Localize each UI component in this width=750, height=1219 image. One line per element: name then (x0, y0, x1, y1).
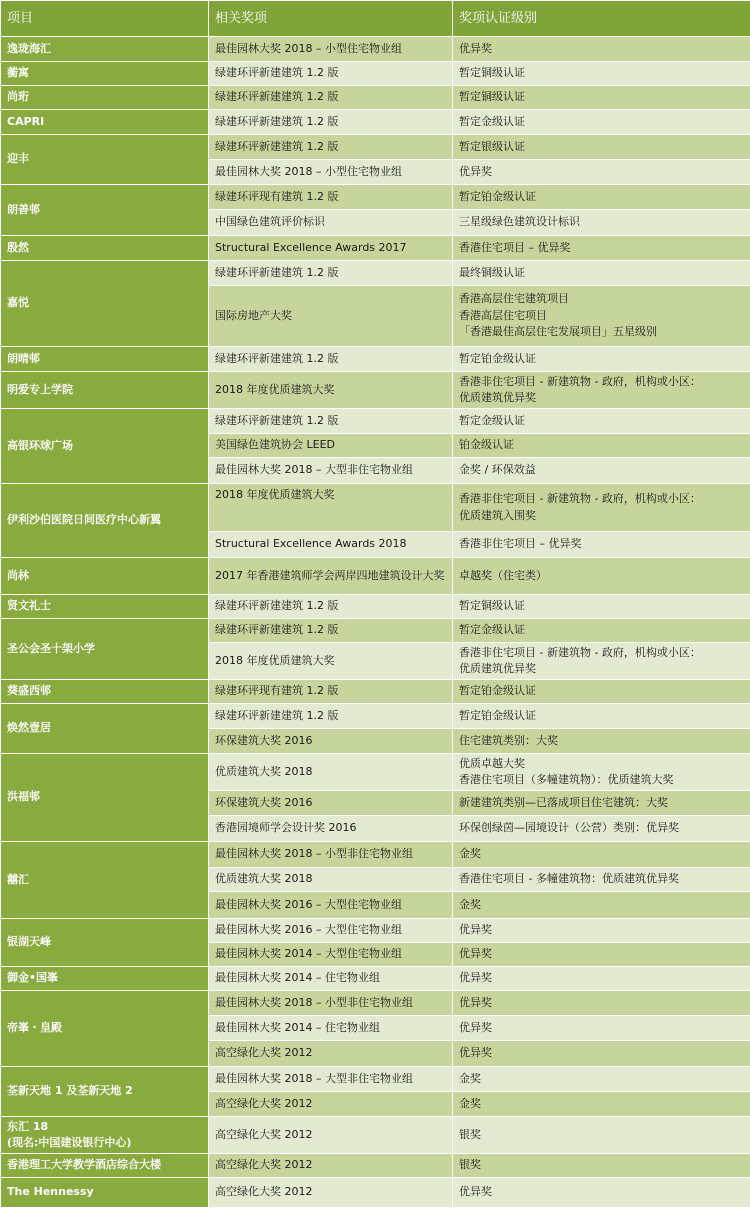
project-name: The Hennessy (1, 1178, 209, 1208)
project-name: 御金•国峯 (1, 967, 209, 991)
award-name: Structural Excellence Awards 2017 (209, 236, 453, 261)
table-body (1, 37, 750, 1208)
award-level: 暂定铂金级认证 (453, 347, 750, 372)
header-award: 相关奖项 (209, 1, 453, 37)
award-level: 优质卓越大奖 香港住宅项目（多幢建筑物）：优质建筑大奖 (453, 754, 750, 791)
award-name: 高空绿化大奖 2012 (209, 1092, 453, 1117)
award-name: 环保建筑大奖 2016 (209, 729, 453, 754)
project-name: 贤文礼士 (1, 595, 209, 619)
project-name: 银湖天峰 (1, 919, 209, 967)
table-row (1, 754, 750, 791)
project-name: 明爱专上学院 (1, 372, 209, 409)
project-name: 迎丰 (1, 135, 209, 185)
table-row (1, 37, 750, 62)
award-name: 最佳园林大奖 2018 – 小型住宅物业组 (209, 160, 453, 185)
award-name: 高空绿化大奖 2012 (209, 1178, 453, 1208)
award-name: 绿建环评新建建筑 1.2 版 (209, 595, 453, 619)
table-row (1, 595, 750, 619)
table-row (1, 1154, 750, 1178)
award-level: 优异奖 (453, 37, 750, 62)
table-row (1, 236, 750, 261)
award-name: Structural Excellence Awards 2018 (209, 532, 453, 558)
award-level: 暂定银级认证 (453, 135, 750, 160)
award-name: 绿建环评新建建筑 1.2 版 (209, 110, 453, 135)
award-level: 三星级绿色建筑设计标识 (453, 210, 750, 236)
award-level: 香港住宅项目 - 多幢建筑物：优质建筑优异奖 (453, 868, 750, 892)
award-level: 金奖 (453, 1092, 750, 1117)
award-level: 优异奖 (453, 919, 750, 943)
award-level: 香港高层住宅建筑项目 香港高层住宅项目 「香港最佳高层住宅发展项目」五星级别 (453, 286, 750, 347)
award-level: 卓越奖（住宅类） (453, 558, 750, 595)
award-name: 环保建筑大奖 2016 (209, 791, 453, 816)
table-row (1, 1178, 750, 1208)
award-level: 暂定铜级认证 (453, 595, 750, 619)
table-row (1, 680, 750, 704)
award-name: 国际房地产大奖 (209, 286, 453, 347)
table-row (1, 372, 750, 409)
project-name: 圣公会圣十架小学 (1, 619, 209, 680)
award-name: 绿建环评新建建筑 1.2 版 (209, 86, 453, 110)
table-row (1, 1067, 750, 1092)
award-name: 优质建筑大奖 2018 (209, 868, 453, 892)
award-level: 环保创绿茵—园境设计（公营）类别：优异奖 (453, 816, 750, 842)
project-name: 洪福邨 (1, 754, 209, 842)
award-name: 最佳园林大奖 2014 – 大型住宅物业组 (209, 943, 453, 967)
award-name: 最佳园林大奖 2018 – 小型非住宅物业组 (209, 842, 453, 868)
award-name: 最佳园林大奖 2018 – 大型非住宅物业组 (209, 458, 453, 484)
award-name: 绿建环评新建建筑 1.2 版 (209, 619, 453, 643)
project-name: 嘉悦 (1, 261, 209, 347)
award-name: 高空绿化大奖 2012 (209, 1154, 453, 1178)
award-name: 2017 年香港建筑师学会两岸四地建筑设计大奖 (209, 558, 453, 595)
award-name: 中国绿色建筑评价标识 (209, 210, 453, 236)
award-name: 2018 年度优质建筑大奖 (209, 643, 453, 680)
award-level: 金奖 (453, 842, 750, 868)
award-name: 绿建环评现有建筑 1.2 版 (209, 185, 453, 210)
award-level: 暂定铜级认证 (453, 62, 750, 86)
project-name: 荃新天地 1 及荃新天地 2 (1, 1067, 209, 1117)
award-level: 暂定铂金级认证 (453, 680, 750, 704)
award-name: 绿建环评新建建筑 1.2 版 (209, 704, 453, 729)
award-name: 绿建环评新建建筑 1.2 版 (209, 409, 453, 434)
award-level: 优异奖 (453, 1178, 750, 1208)
table-row (1, 991, 750, 1016)
award-level: 香港非住宅项目 - 新建筑物 - 政府，机构或小区： 优质建筑优异奖 (453, 643, 750, 680)
project-name: 葵盛西邨 (1, 680, 209, 704)
table-row (1, 409, 750, 434)
award-name: 高空绿化大奖 2012 (209, 1117, 453, 1154)
award-name: 最佳园林大奖 2016 – 大型住宅物业组 (209, 919, 453, 943)
header-row (1, 1, 750, 37)
table-row (1, 185, 750, 210)
award-level: 铂金级认证 (453, 434, 750, 458)
table-row (1, 704, 750, 729)
award-level: 银奖 (453, 1154, 750, 1178)
project-name: CAPRI (1, 110, 209, 135)
award-level: 暂定金级认证 (453, 619, 750, 643)
award-level: 金奖 / 环保效益 (453, 458, 750, 484)
project-name: 蘅寓 (1, 62, 209, 86)
header-project: 项目 (1, 1, 209, 37)
project-name: 朗善邨 (1, 185, 209, 236)
award-level: 银奖 (453, 1117, 750, 1154)
award-name: 美国绿色建筑协会 LEED (209, 434, 453, 458)
award-name: 优质建筑大奖 2018 (209, 754, 453, 791)
project-name: 殷然 (1, 236, 209, 261)
project-name: 焕然壹居 (1, 704, 209, 754)
table-row (1, 1117, 750, 1154)
table-row (1, 484, 750, 532)
award-name: 最佳园林大奖 2018 – 小型住宅物业组 (209, 37, 453, 62)
project-name: 囍汇 (1, 842, 209, 919)
award-name: 最佳园林大奖 2014 – 住宅物业组 (209, 967, 453, 991)
award-level: 优异奖 (453, 1016, 750, 1041)
award-level: 暂定铂金级认证 (453, 704, 750, 729)
award-level: 暂定铜级认证 (453, 86, 750, 110)
table-row (1, 110, 750, 135)
award-level: 住宅建筑类别：大奖 (453, 729, 750, 754)
award-level: 香港非住宅项目 - 新建筑物 - 政府，机构或小区： 优质建筑优异奖 (453, 372, 750, 409)
award-name: 最佳园林大奖 2016 – 大型住宅物业组 (209, 892, 453, 919)
header-level: 奖项认证级别 (453, 1, 750, 37)
table-row (1, 967, 750, 991)
award-name: 最佳园林大奖 2014 – 住宅物业组 (209, 1016, 453, 1041)
award-name: 绿建环评新建建筑 1.2 版 (209, 347, 453, 372)
award-name: 最佳园林大奖 2018 – 小型非住宅物业组 (209, 991, 453, 1016)
project-name: 伊利沙伯医院日间医疗中心新翼 (1, 484, 209, 558)
award-level: 香港住宅项目 – 优异奖 (453, 236, 750, 261)
award-name: 2018 年度优质建筑大奖 (209, 484, 453, 532)
award-name: 最佳园林大奖 2018 – 大型非住宅物业组 (209, 1067, 453, 1092)
award-level: 新建建筑类别—已落成项目住宅建筑：大奖 (453, 791, 750, 816)
award-level: 金奖 (453, 1067, 750, 1092)
table-row (1, 86, 750, 110)
award-level: 暂定铂金级认证 (453, 185, 750, 210)
project-name: 朗晴邨 (1, 347, 209, 372)
award-level: 香港非住宅项目 – 优异奖 (453, 532, 750, 558)
award-level: 香港非住宅项目 - 新建筑物 - 政府，机构或小区： 优质建筑入围奖 (453, 484, 750, 532)
award-level: 优异奖 (453, 991, 750, 1016)
table-row (1, 135, 750, 160)
award-name: 高空绿化大奖 2012 (209, 1041, 453, 1067)
award-level: 金奖 (453, 892, 750, 919)
award-name: 香港园境师学会设计奖 2016 (209, 816, 453, 842)
project-name: 帝峯・皇殿 (1, 991, 209, 1067)
table-row (1, 619, 750, 643)
award-level: 暂定金级认证 (453, 110, 750, 135)
award-name: 绿建环评新建建筑 1.2 版 (209, 135, 453, 160)
award-level: 优异奖 (453, 1041, 750, 1067)
table-row (1, 261, 750, 286)
table-row (1, 842, 750, 868)
award-level: 优异奖 (453, 160, 750, 185)
project-name: 逸珑海汇 (1, 37, 209, 62)
award-level: 最终铜级认证 (453, 261, 750, 286)
award-name: 绿建环评新建建筑 1.2 版 (209, 261, 453, 286)
award-name: 绿建环评现有建筑 1.2 版 (209, 680, 453, 704)
table-row (1, 62, 750, 86)
award-level: 暂定金级认证 (453, 409, 750, 434)
project-name: 东汇 18 (现名:中国建设银行中心) (1, 1117, 209, 1154)
table-row (1, 347, 750, 372)
table-row (1, 558, 750, 595)
award-level: 优异奖 (453, 943, 750, 967)
project-name: 尚珩 (1, 86, 209, 110)
table-row (1, 919, 750, 943)
award-name: 2018 年度优质建筑大奖 (209, 372, 453, 409)
project-name: 高银环球广场 (1, 409, 209, 484)
project-name: 尚林 (1, 558, 209, 595)
award-level: 优异奖 (453, 967, 750, 991)
project-name: 香港理工大学教学酒店综合大楼 (1, 1154, 209, 1178)
award-name: 绿建环评新建建筑 1.2 版 (209, 62, 453, 86)
